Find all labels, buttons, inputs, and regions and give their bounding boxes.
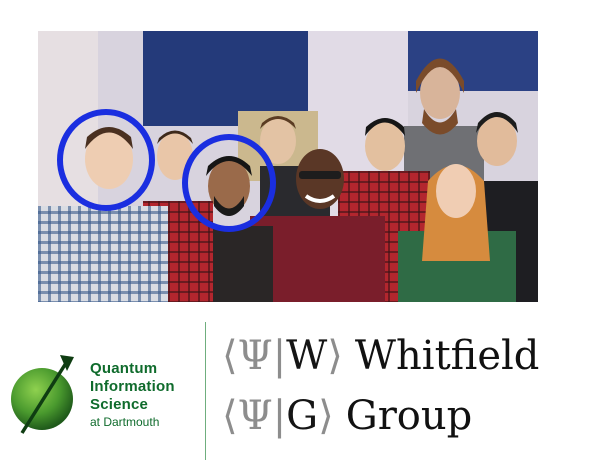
whitfield-bar: | (272, 333, 287, 379)
qis-line-quantum: Quantum (90, 360, 158, 377)
qis-line-science: Science (90, 396, 149, 413)
whitfield-open-bracket: ⟨ (222, 333, 238, 379)
qis-line-information: Information (90, 378, 175, 395)
qis-globe-icon (8, 351, 88, 439)
group-open-bracket: ⟨ (222, 393, 238, 439)
group-photo (38, 31, 538, 302)
group-row (222, 392, 472, 440)
whitfield-psi: Ψ (237, 333, 273, 379)
group-bar: | (272, 393, 287, 439)
qis-line-dartmouth: at Dartmouth (90, 415, 160, 429)
whitfield-row (222, 332, 539, 380)
whitfield-word: Whitfield (354, 333, 540, 379)
group-psi: Ψ (237, 393, 273, 439)
group-photo-illustration (38, 31, 538, 302)
qis-globe-logo (8, 351, 88, 439)
group-letter: G (286, 393, 319, 439)
qis-text-block (90, 360, 175, 430)
whitfield-close-bracket: ⟩ (327, 333, 343, 379)
whitfield-letter: W (286, 333, 328, 379)
group-word: Group (345, 393, 473, 439)
vertical-divider (205, 322, 206, 460)
group-close-bracket: ⟩ (318, 393, 334, 439)
